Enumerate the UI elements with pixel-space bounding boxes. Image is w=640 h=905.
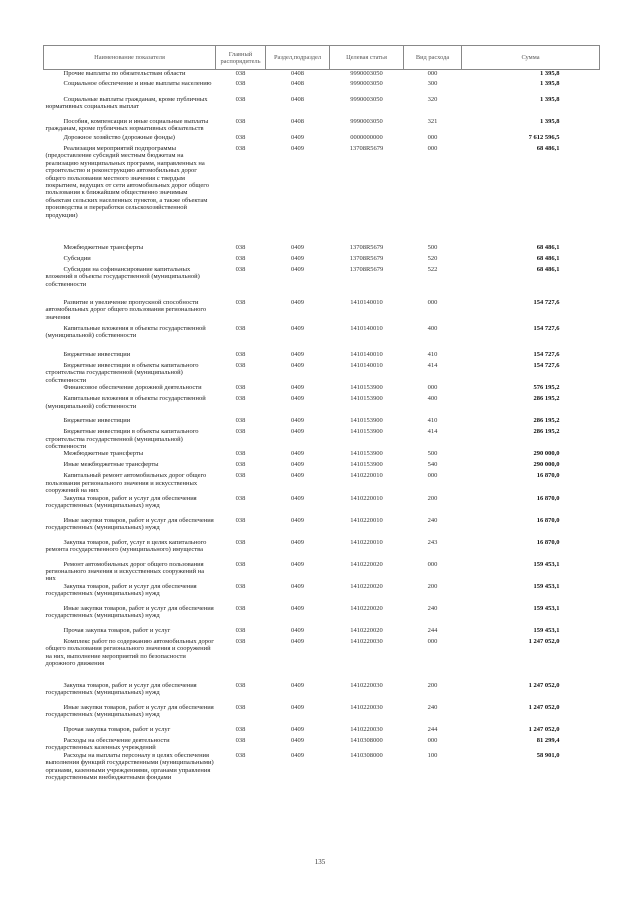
cell-cel: 0000000000 bbox=[350, 134, 383, 141]
cell-cel: 1410308000 bbox=[350, 736, 383, 744]
cell-sum: 154 727,6 bbox=[533, 299, 560, 306]
table-row bbox=[44, 450, 600, 461]
cell-cel: 1410140010 bbox=[350, 299, 383, 306]
cell-name: Закупка товаров, работ и услуг для обеспечения государственных (муниципальных) нужд bbox=[45, 681, 197, 697]
cell-razd: 0409 bbox=[291, 351, 304, 358]
cell-glav: 038 bbox=[235, 637, 246, 645]
cell-vid: 244 bbox=[427, 626, 438, 634]
cell-razd: 0409 bbox=[291, 703, 304, 711]
table-row bbox=[44, 539, 600, 561]
cell-name: Бюджетные инвестиции bbox=[63, 417, 131, 425]
cell-razd: 0409 bbox=[291, 538, 304, 546]
cell-razd: 0409 bbox=[291, 472, 304, 480]
cell-name: Иные закупки товаров, работ и услуг для обеспечения государственных (муниципальных) нужд bbox=[45, 604, 214, 620]
cell-sum: 1 247 052,0 bbox=[528, 703, 560, 711]
cell-cel: 9990003050 bbox=[350, 70, 383, 77]
table-row bbox=[44, 384, 600, 395]
cell-vid: 200 bbox=[427, 582, 438, 590]
cell-name: Социальное обеспечение и иные выплаты населению bbox=[63, 80, 212, 87]
cell-razd: 0409 bbox=[291, 384, 304, 392]
cell-cel: 1410308000 bbox=[350, 751, 383, 759]
cell-name: Закупка товаров, работ и услуг для обеспечения государственных (муниципальных) нужд bbox=[45, 582, 197, 598]
cell-sum: 81 299,4 bbox=[536, 736, 560, 744]
table-row bbox=[44, 299, 600, 325]
table-row bbox=[44, 80, 600, 96]
cell-glav: 038 bbox=[235, 494, 246, 502]
cell-sum: 1 395,8 bbox=[540, 80, 560, 87]
cell-vid: 200 bbox=[427, 494, 438, 502]
cell-vid: 000 bbox=[427, 299, 438, 306]
cell-vid: 000 bbox=[427, 472, 438, 480]
header-vid: Вид расхода bbox=[404, 46, 462, 70]
cell-name: Расходы на обеспечение деятельности государственных казенных учреждений bbox=[45, 736, 170, 752]
cell-cel: 13708R5679 bbox=[349, 244, 384, 251]
cell-glav: 038 bbox=[235, 538, 246, 546]
cell-name: Бюджетные инвестиции в объекты капитального строительства государственной (муниципальной) собственности bbox=[45, 428, 199, 451]
cell-glav: 038 bbox=[235, 299, 246, 306]
cell-glav: 038 bbox=[235, 118, 246, 125]
cell-name: Социальные выплаты гражданам, кроме публичных нормативных социальных выплат bbox=[45, 96, 208, 111]
header-glav: Главный распорядитель bbox=[216, 46, 266, 70]
cell-vid: 300 bbox=[427, 80, 438, 87]
cell-vid: 000 bbox=[427, 70, 438, 77]
cell-glav: 038 bbox=[235, 736, 246, 744]
cell-vid: 320 bbox=[427, 96, 438, 103]
cell-sum: 159 453,1 bbox=[533, 604, 560, 612]
table-row bbox=[44, 145, 600, 244]
table-row bbox=[44, 517, 600, 539]
cell-razd: 0409 bbox=[291, 751, 304, 759]
cell-sum: 290 000,0 bbox=[533, 450, 560, 458]
table-row bbox=[44, 627, 600, 638]
cell-cel: 1410220020 bbox=[350, 582, 383, 590]
cell-sum: 576 195,2 bbox=[533, 384, 560, 392]
cell-glav: 038 bbox=[235, 725, 246, 733]
cell-razd: 0409 bbox=[291, 428, 304, 436]
cell-razd: 0409 bbox=[291, 461, 304, 469]
cell-vid: 243 bbox=[427, 538, 438, 546]
cell-sum: 1 247 052,0 bbox=[528, 637, 560, 645]
cell-sum: 159 453,1 bbox=[533, 560, 560, 568]
cell-glav: 038 bbox=[235, 255, 246, 262]
cell-razd: 0409 bbox=[291, 560, 304, 568]
cell-name: Пособия, компенсации и иные социальные выплаты гражданам, кроме публичных нормативных обязательств bbox=[45, 118, 209, 133]
table-row bbox=[44, 704, 600, 726]
cell-cel: 1410220020 bbox=[350, 604, 383, 612]
cell-cel: 1410153900 bbox=[350, 384, 383, 392]
cell-name: Субсидии bbox=[63, 255, 91, 262]
cell-glav: 038 bbox=[235, 516, 246, 524]
cell-sum: 286 195,2 bbox=[533, 428, 560, 436]
table-row bbox=[44, 417, 600, 428]
cell-name: Иные закупки товаров, работ и услуг для обеспечения государственных (муниципальных) нужд bbox=[45, 703, 214, 719]
cell-glav: 038 bbox=[235, 681, 246, 689]
cell-vid: 540 bbox=[427, 461, 438, 469]
cell-cel: 1410220030 bbox=[350, 637, 383, 645]
cell-name: Межбюджетные трансферты bbox=[63, 244, 144, 251]
table-row bbox=[44, 752, 600, 796]
cell-vid: 000 bbox=[427, 145, 438, 152]
table-row bbox=[44, 472, 600, 494]
cell-cel: 1410153900 bbox=[350, 461, 383, 469]
cell-cel: 1410140010 bbox=[350, 362, 383, 369]
table-row bbox=[44, 638, 600, 682]
cell-vid: 000 bbox=[427, 736, 438, 744]
cell-razd: 0409 bbox=[291, 516, 304, 524]
table-row bbox=[44, 726, 600, 737]
cell-cel: 9990003050 bbox=[350, 80, 383, 87]
cell-name: Капитальные вложения в объекты государственной (муниципальной) собственности bbox=[45, 325, 206, 340]
cell-name: Прочие выплаты по обязательствам области bbox=[63, 70, 186, 77]
cell-glav: 038 bbox=[235, 626, 246, 634]
cell-cel: 1410153900 bbox=[350, 450, 383, 458]
cell-razd: 0408 bbox=[291, 118, 304, 125]
cell-name: Капитальные вложения в объекты государственной (муниципальной) собственности bbox=[45, 395, 206, 410]
table-row bbox=[44, 118, 600, 134]
cell-sum: 154 727,6 bbox=[533, 362, 560, 369]
cell-glav: 038 bbox=[235, 450, 246, 458]
cell-sum: 154 727,6 bbox=[533, 325, 560, 332]
cell-vid: 500 bbox=[427, 450, 438, 458]
table-row bbox=[44, 395, 600, 417]
cell-sum: 68 486,1 bbox=[536, 145, 560, 152]
cell-name: Межбюджетные трансферты bbox=[63, 450, 144, 458]
cell-razd: 0408 bbox=[291, 96, 304, 103]
cell-vid: 000 bbox=[427, 134, 438, 141]
table-row bbox=[44, 561, 600, 583]
cell-glav: 038 bbox=[235, 362, 246, 369]
cell-vid: 520 bbox=[427, 255, 438, 262]
cell-razd: 0409 bbox=[291, 395, 304, 403]
cell-vid: 240 bbox=[427, 516, 438, 524]
cell-glav: 038 bbox=[235, 417, 246, 425]
cell-cel: 1410220030 bbox=[350, 681, 383, 689]
cell-cel: 13708R5679 bbox=[349, 266, 384, 273]
cell-cel: 1410220010 bbox=[350, 516, 383, 524]
cell-cel: 1410220030 bbox=[350, 725, 383, 733]
table-row bbox=[44, 605, 600, 627]
cell-name: Развитие и увеличение пропускной способности автомобильных дорог общего пользования регионального значения bbox=[45, 299, 207, 321]
cell-razd: 0409 bbox=[291, 134, 304, 141]
table-header bbox=[44, 46, 600, 70]
cell-razd: 0409 bbox=[291, 736, 304, 744]
cell-sum: 68 486,1 bbox=[536, 244, 560, 251]
table-row bbox=[44, 495, 600, 517]
cell-vid: 522 bbox=[427, 266, 438, 273]
cell-sum: 68 486,1 bbox=[536, 266, 560, 273]
cell-name: Субсидии на софинансирование капитальных вложений в объекты государственной (муниципальной) собственности bbox=[45, 266, 200, 288]
cell-razd: 0408 bbox=[291, 80, 304, 87]
cell-vid: 321 bbox=[427, 118, 438, 125]
cell-cel: 13708R5679 bbox=[349, 255, 384, 262]
cell-razd: 0409 bbox=[291, 145, 304, 152]
cell-razd: 0409 bbox=[291, 626, 304, 634]
cell-cel: 1410140010 bbox=[350, 325, 383, 332]
cell-sum: 1 395,8 bbox=[540, 118, 560, 125]
table-row bbox=[44, 255, 600, 266]
cell-sum: 154 727,6 bbox=[533, 351, 560, 358]
cell-cel: 1410220010 bbox=[350, 494, 383, 502]
cell-name: Реализация мероприятий подпрограммы (предоставление субсидий местным бюджетам на реализацию муниципальных программ, направленных на строительство и реконструкцию автомобильных дорог общего пользования местного значения с твердым покрытием, ведущих от сети автомобильных дорог общего пользования к ближайшим общественно значимым объектам сельских населенных пунктов, а также объектам производства и переработки сельскохозяйственной продукции) bbox=[45, 145, 210, 219]
cell-vid: 244 bbox=[427, 725, 438, 733]
cell-vid: 414 bbox=[427, 428, 438, 436]
header-sum: Сумма bbox=[462, 46, 600, 70]
cell-sum: 16 870,0 bbox=[536, 538, 560, 546]
table-row bbox=[44, 461, 600, 472]
cell-glav: 038 bbox=[235, 266, 246, 273]
cell-sum: 286 195,2 bbox=[533, 417, 560, 425]
cell-razd: 0409 bbox=[291, 266, 304, 273]
cell-sum: 16 870,0 bbox=[536, 472, 560, 480]
cell-glav: 038 bbox=[235, 70, 246, 77]
cell-cel: 1410220010 bbox=[350, 538, 383, 546]
cell-vid: 410 bbox=[427, 351, 438, 358]
cell-sum: 1 247 052,0 bbox=[528, 725, 560, 733]
cell-sum: 16 870,0 bbox=[536, 494, 560, 502]
budget-table bbox=[43, 45, 600, 796]
cell-razd: 0408 bbox=[291, 70, 304, 77]
cell-razd: 0409 bbox=[291, 325, 304, 332]
cell-razd: 0409 bbox=[291, 604, 304, 612]
table-row bbox=[44, 70, 600, 81]
cell-razd: 0409 bbox=[291, 362, 304, 369]
cell-glav: 038 bbox=[235, 325, 246, 332]
table-row bbox=[44, 682, 600, 704]
cell-name: Прочая закупка товаров, работ и услуг bbox=[63, 626, 171, 634]
cell-cel: 1410153900 bbox=[350, 417, 383, 425]
table-row bbox=[44, 351, 600, 362]
table-row bbox=[44, 325, 600, 351]
cell-cel: 1410220010 bbox=[350, 472, 383, 480]
cell-sum: 7 612 596,5 bbox=[528, 134, 560, 141]
cell-name: Закупка товаров, работ, услуг в целях капитального ремонта государственного (муниципального) имущества bbox=[45, 538, 207, 554]
cell-glav: 038 bbox=[235, 703, 246, 711]
cell-sum: 1 247 052,0 bbox=[528, 681, 560, 689]
table-row bbox=[44, 737, 600, 752]
cell-vid: 400 bbox=[427, 395, 438, 403]
cell-razd: 0409 bbox=[291, 244, 304, 251]
table-row bbox=[44, 362, 600, 384]
cell-razd: 0409 bbox=[291, 582, 304, 590]
cell-vid: 410 bbox=[427, 417, 438, 425]
cell-vid: 400 bbox=[427, 325, 438, 332]
cell-name: Дорожное хозяйство (дорожные фонды) bbox=[63, 134, 175, 141]
cell-razd: 0409 bbox=[291, 450, 304, 458]
cell-razd: 0409 bbox=[291, 255, 304, 262]
budget-table-page bbox=[43, 45, 599, 796]
cell-glav: 038 bbox=[235, 395, 246, 403]
cell-sum: 159 453,1 bbox=[533, 582, 560, 590]
table-row bbox=[44, 96, 600, 118]
cell-razd: 0409 bbox=[291, 681, 304, 689]
cell-vid: 240 bbox=[427, 703, 438, 711]
cell-cel: 1410140010 bbox=[350, 351, 383, 358]
page-number: 135 bbox=[314, 858, 326, 866]
header-razd: Раздел,подраздел bbox=[266, 46, 330, 70]
cell-name: Иные закупки товаров, работ и услуг для обеспечения государственных (муниципальных) нужд bbox=[45, 516, 214, 532]
cell-vid: 100 bbox=[427, 751, 438, 759]
table-row bbox=[44, 428, 600, 450]
cell-glav: 038 bbox=[235, 145, 246, 152]
cell-name: Прочая закупка товаров, работ и услуг bbox=[63, 725, 171, 733]
cell-cel: 1410220020 bbox=[350, 626, 383, 634]
cell-cel: 9990003050 bbox=[350, 96, 383, 103]
cell-cel: 1410220030 bbox=[350, 703, 383, 711]
cell-vid: 414 bbox=[427, 362, 438, 369]
cell-cel: 1410153900 bbox=[350, 395, 383, 403]
cell-razd: 0409 bbox=[291, 637, 304, 645]
table-body bbox=[44, 70, 600, 796]
cell-glav: 038 bbox=[235, 244, 246, 251]
cell-vid: 000 bbox=[427, 384, 438, 392]
cell-glav: 038 bbox=[235, 351, 246, 358]
cell-vid: 240 bbox=[427, 604, 438, 612]
cell-vid: 000 bbox=[427, 560, 438, 568]
cell-sum: 286 195,2 bbox=[533, 395, 560, 403]
cell-sum: 58 901,0 bbox=[536, 751, 560, 759]
cell-razd: 0409 bbox=[291, 725, 304, 733]
cell-name: Комплекс работ по содержанию автомобильных дорог общего пользования регионального значения и сооружений на них, выполнение мероприятий по безопасности дорожного движения bbox=[45, 637, 214, 668]
cell-glav: 038 bbox=[235, 428, 246, 436]
table-row bbox=[44, 266, 600, 299]
cell-cel: 1410153900 bbox=[350, 428, 383, 436]
cell-razd: 0409 bbox=[291, 299, 304, 306]
cell-vid: 500 bbox=[427, 244, 438, 251]
cell-vid: 000 bbox=[427, 637, 438, 645]
table-row bbox=[44, 583, 600, 605]
cell-name: Закупка товаров, работ и услуг для обеспечения государственных (муниципальных) нужд bbox=[45, 494, 197, 510]
cell-glav: 038 bbox=[235, 604, 246, 612]
cell-name: Ремонт автомобильных дорог общего пользования регионального значения и искусственных сооружений на них bbox=[45, 560, 205, 583]
cell-vid: 200 bbox=[427, 681, 438, 689]
cell-glav: 038 bbox=[235, 134, 246, 141]
cell-glav: 038 bbox=[235, 80, 246, 87]
cell-glav: 038 bbox=[235, 461, 246, 469]
cell-glav: 038 bbox=[235, 472, 246, 480]
cell-sum: 16 870,0 bbox=[536, 516, 560, 524]
cell-sum: 159 453,1 bbox=[533, 626, 560, 634]
cell-sum: 1 395,8 bbox=[540, 96, 560, 103]
cell-cel: 9990003050 bbox=[350, 118, 383, 125]
cell-razd: 0409 bbox=[291, 417, 304, 425]
cell-glav: 038 bbox=[235, 96, 246, 103]
cell-sum: 290 000,0 bbox=[533, 461, 560, 469]
cell-sum: 1 395,8 bbox=[540, 70, 560, 77]
cell-sum: 68 486,1 bbox=[536, 255, 560, 262]
cell-glav: 038 bbox=[235, 560, 246, 568]
cell-name: Расходы на выплаты персоналу в целях обеспечения выполнения функций государственными (муниципальными) органами, казенными учреждениями, органами управления государственными внебюджетными фондами bbox=[45, 751, 214, 781]
cell-razd: 0409 bbox=[291, 494, 304, 502]
table-row bbox=[44, 244, 600, 255]
cell-glav: 038 bbox=[235, 384, 246, 392]
header-cel: Целевая статья bbox=[330, 46, 404, 70]
cell-glav: 038 bbox=[235, 582, 246, 590]
cell-glav: 038 bbox=[235, 751, 246, 759]
table-row bbox=[44, 134, 600, 145]
cell-cel: 13708R5679 bbox=[349, 145, 384, 152]
cell-name: Бюджетные инвестиции в объекты капитального строительства государственной (муниципальной) собственности bbox=[45, 362, 199, 384]
cell-cel: 1410220020 bbox=[350, 560, 383, 568]
cell-name: Финансовое обеспечение дорожной деятельности bbox=[63, 384, 202, 392]
cell-name: Капитальный ремонт автомобильных дорог общего пользования регионального значения и искусственных сооружений на них bbox=[45, 472, 207, 495]
header-name: Наименование показателя bbox=[44, 46, 216, 70]
cell-name: Бюджетные инвестиции bbox=[63, 351, 131, 358]
cell-name: Иные межбюджетные трансферты bbox=[63, 461, 159, 469]
